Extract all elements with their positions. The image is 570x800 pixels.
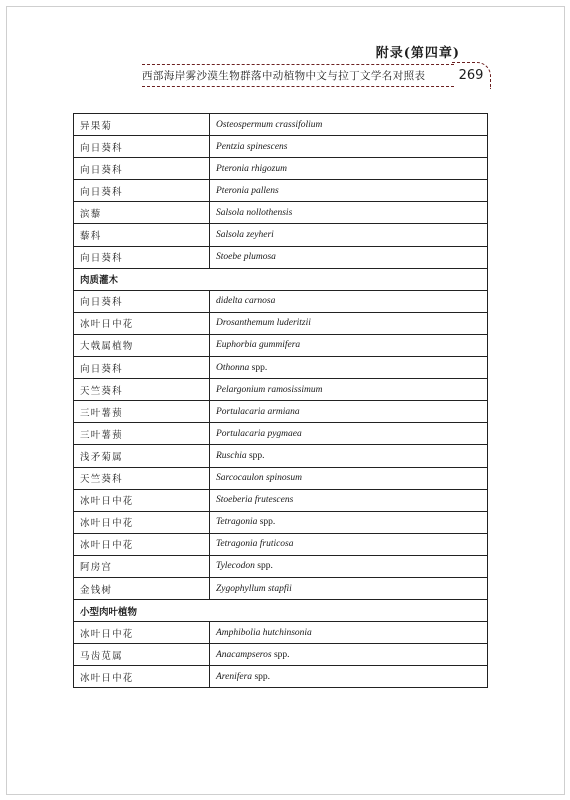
latin-name-suffix: spp.	[254, 671, 271, 682]
chinese-name-cell: 天竺葵科	[74, 467, 210, 489]
chinese-name-cell: 阿房宫	[74, 555, 210, 577]
latin-name-cell	[210, 202, 488, 224]
latin-name-cell	[210, 577, 488, 599]
chinese-name-cell: 向日葵科	[74, 357, 210, 379]
table-row	[74, 445, 488, 467]
latin-name: Osteospermum crassifolium	[216, 119, 323, 130]
table-row	[74, 622, 488, 644]
latin-name-cell	[210, 511, 488, 533]
chinese-name-cell: 马齿苋属	[74, 644, 210, 666]
chinese-name-cell: 冰叶日中花	[74, 666, 210, 688]
chinese-name-cell: 藜科	[74, 224, 210, 246]
table-row	[74, 246, 488, 268]
latin-name: Amphibolia hutchinsonia	[216, 627, 312, 638]
chinese-name-cell: 金钱树	[74, 577, 210, 599]
table-row	[74, 401, 488, 423]
chinese-name-cell: 异果菊	[74, 114, 210, 136]
chinese-name-cell: 向日葵科	[74, 180, 210, 202]
chinese-name-cell: 滨藜	[74, 202, 210, 224]
table-row	[74, 511, 488, 533]
table-row	[74, 555, 488, 577]
table-row	[74, 290, 488, 312]
section-row	[74, 268, 488, 290]
page-number: 269	[452, 62, 491, 89]
chinese-name-cell: 冰叶日中花	[74, 622, 210, 644]
latin-name: Euphorbia gummifera	[216, 340, 301, 351]
latin-name-cell	[210, 180, 488, 202]
latin-name-cell	[210, 423, 488, 445]
latin-name-cell	[210, 158, 488, 180]
table-row	[74, 423, 488, 445]
chinese-name-cell: 天竺葵科	[74, 379, 210, 401]
table-row	[74, 224, 488, 246]
section-heading: 小型肉叶植物	[74, 600, 488, 622]
latin-name-cell	[210, 489, 488, 511]
chinese-name-cell: 三叶薯蓣	[74, 401, 210, 423]
latin-name-cell	[210, 312, 488, 334]
table-row	[74, 136, 488, 158]
chapter-heading: 附录(第四章)	[375, 46, 460, 61]
latin-name: Pelargonium ramosissimum	[216, 384, 323, 395]
latin-name: Anacampseros	[216, 649, 272, 660]
name-table-body	[74, 114, 488, 688]
table-row	[74, 357, 488, 379]
latin-name-suffix: spp.	[251, 362, 268, 373]
section-row	[74, 600, 488, 622]
latin-name: Portulacaria pygmaea	[216, 428, 302, 439]
latin-name-cell	[210, 290, 488, 312]
header-divider-top	[142, 64, 454, 65]
table-row	[74, 533, 488, 555]
latin-name-cell	[210, 136, 488, 158]
latin-name-cell	[210, 379, 488, 401]
table-row	[74, 114, 488, 136]
latin-name-cell	[210, 114, 488, 136]
latin-name: Stoebe plumosa	[216, 252, 276, 263]
chinese-name-cell: 向日葵科	[74, 136, 210, 158]
table-row	[74, 467, 488, 489]
latin-name-suffix: spp.	[273, 649, 290, 660]
latin-name-cell	[210, 644, 488, 666]
chinese-name-cell: 冰叶日中花	[74, 312, 210, 334]
latin-name: Drosanthemum luderitzii	[216, 318, 311, 329]
latin-name: Sarcocaulon spinosum	[216, 473, 302, 484]
name-table	[73, 113, 488, 688]
chinese-name-cell: 三叶薯蓣	[74, 423, 210, 445]
table-row	[74, 489, 488, 511]
table-row	[74, 666, 488, 688]
chinese-name-cell: 冰叶日中花	[74, 533, 210, 555]
chinese-name-cell: 向日葵科	[74, 158, 210, 180]
latin-name: Tetragonia	[216, 517, 258, 528]
chinese-name-cell: 冰叶日中花	[74, 511, 210, 533]
latin-name-suffix: spp.	[248, 450, 265, 461]
latin-name: Pteronia rhigozum	[216, 163, 287, 174]
table-row	[74, 577, 488, 599]
latin-name: Stoeberia frutescens	[216, 495, 294, 506]
latin-name: Tetragonia fruticosa	[216, 539, 294, 550]
latin-name: Pteronia pallens	[216, 185, 279, 196]
latin-name-cell	[210, 334, 488, 356]
latin-name-cell	[210, 445, 488, 467]
latin-name: Tylecodon	[216, 561, 255, 572]
latin-name: Ruschia	[216, 450, 247, 461]
latin-name: Zygophyllum stapfii	[216, 583, 292, 594]
latin-name: Arenifera	[216, 671, 253, 682]
table-row	[74, 644, 488, 666]
latin-name-cell	[210, 401, 488, 423]
table-row	[74, 334, 488, 356]
table-row	[74, 180, 488, 202]
latin-name-cell	[210, 246, 488, 268]
latin-name-cell	[210, 224, 488, 246]
latin-name: Portulacaria armiana	[216, 406, 300, 417]
latin-name-cell	[210, 666, 488, 688]
latin-name: didelta carnosa	[216, 296, 276, 307]
latin-name-cell	[210, 357, 488, 379]
table-row	[74, 312, 488, 334]
chinese-name-cell: 冰叶日中花	[74, 489, 210, 511]
table-row	[74, 379, 488, 401]
chinese-name-cell: 大戟属植物	[74, 334, 210, 356]
table-row	[74, 158, 488, 180]
section-heading: 肉质灌木	[74, 268, 488, 290]
latin-name-cell	[210, 555, 488, 577]
header-divider-bottom	[142, 86, 454, 87]
latin-name: Pentzia spinescens	[216, 141, 288, 152]
latin-name: Othonna	[216, 362, 250, 373]
chinese-name-cell: 向日葵科	[74, 246, 210, 268]
latin-name-cell	[210, 533, 488, 555]
table-row	[74, 202, 488, 224]
latin-name-cell	[210, 467, 488, 489]
chinese-name-cell: 浅矛菊属	[74, 445, 210, 467]
latin-name-cell	[210, 622, 488, 644]
chinese-name-cell: 向日葵科	[74, 290, 210, 312]
latin-name-suffix: spp.	[259, 517, 276, 528]
latin-name: Salsola zeyheri	[216, 230, 274, 241]
latin-name-suffix: spp.	[257, 561, 273, 572]
page-subtitle: 西部海岸雾沙漠生物群落中动植物中文与拉丁文学名对照表	[142, 70, 426, 82]
latin-name: Salsola nollothensis	[216, 207, 293, 218]
